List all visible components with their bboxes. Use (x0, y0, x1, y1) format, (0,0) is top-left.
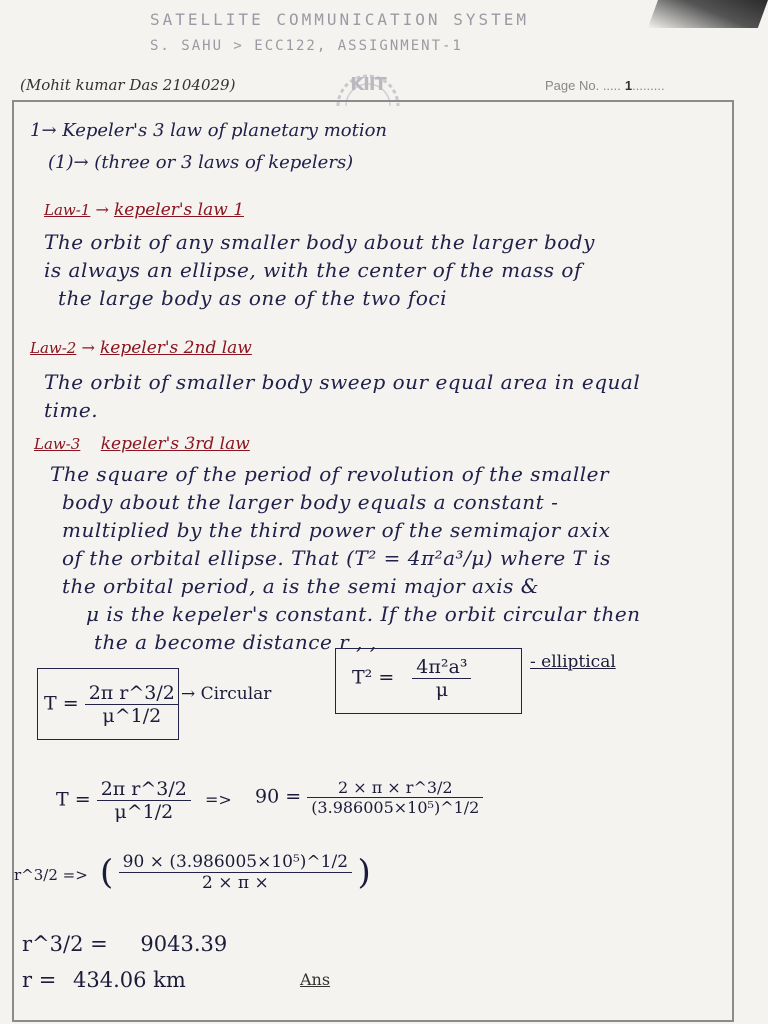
student-name: (Mohit kumar Das 2104029) (20, 76, 236, 94)
law1-text-1: The orbit of any smaller body about the larger body (44, 230, 595, 254)
calc-step-lhs: r^3/2 => (14, 866, 88, 884)
calc-eq1 (56, 778, 191, 823)
question-line-2: (1)→ (three or 3 laws of kepelers) (48, 152, 354, 173)
answer-mark: Ans (300, 970, 331, 989)
calc-step-numerator: 90 × (3.986005×10⁵)^1/2 (119, 852, 352, 873)
logo-text: KIIT (350, 74, 386, 95)
elliptical-numerator: 4π²a³ (412, 656, 471, 679)
calc-eq2 (255, 778, 483, 817)
result-r-label: r = (22, 968, 57, 992)
result-r (22, 968, 186, 992)
result-r32 (22, 932, 227, 956)
calc-eq2-lhs: 90 = (255, 785, 302, 808)
question-line-1: 1→ Kepeler's 3 law of planetary motion (30, 120, 388, 141)
law1-heading: Law-1 → kepeler's law 1 (44, 200, 245, 220)
page-number: Page No. ..... 1......... (545, 78, 665, 93)
law1-text-2: is always an ellipse, with the center of the mass of (44, 258, 582, 282)
circular-denominator: μ^1/2 (102, 705, 162, 727)
calc-eq2-denominator: (3.986005×10⁵)^1/2 (311, 798, 480, 817)
circular-formula (44, 682, 179, 727)
calc-eq2-numerator: 2 × π × r^3/2 (307, 778, 483, 798)
calc-eq1-numerator: 2π r^3/2 (97, 778, 191, 801)
law3-title: kepeler's 3rd law (100, 434, 250, 454)
elliptical-lhs: T² = (352, 666, 395, 689)
law3-heading (34, 434, 250, 454)
page-number-label: Page No. (545, 78, 600, 93)
law3-text-3: multiplied by the third power of the semimajor axix (62, 518, 611, 542)
circular-note: → Circular (181, 684, 272, 704)
circular-numerator: 2π r^3/2 (85, 682, 179, 705)
law3-text-4: of the orbital ellipse. That (T² = 4π²a³/μ) where T is (62, 546, 611, 570)
law3-text-6: μ is the kepeler's constant. If the orbit circular then (86, 602, 641, 626)
law1-text-3: the large body as one of the two foci (58, 286, 447, 310)
law1-label: Law-1 (44, 201, 91, 219)
course-line: S. SAHU > ECC122, ASSIGNMENT-1 (150, 38, 463, 54)
law3-label: Law-3 (34, 435, 81, 453)
elliptical-formula (352, 656, 471, 701)
elliptical-denominator: μ (435, 679, 449, 701)
law3-text-5: the orbital period, a is the semi major axis & (62, 574, 540, 598)
result-r-value: 434.06 km (73, 968, 186, 992)
law2-title: kepeler's 2nd law (99, 338, 252, 358)
law2-text-1: The orbit of smaller body sweep our equal area in equal (44, 370, 641, 394)
subject-heading: SATELLITE COMMUNICATION SYSTEM (150, 10, 529, 29)
implies-arrow: => (205, 790, 232, 809)
photo-edge-shadow (648, 0, 768, 28)
circular-lhs: T = (44, 692, 79, 715)
law2-text-2: time. (44, 398, 99, 422)
law2-label: Law-2 (30, 339, 77, 357)
law1-title: kepeler's law 1 (113, 200, 245, 220)
law3-text-7: the a become distance r , , (94, 630, 377, 654)
result-r32-label: r^3/2 = (22, 932, 108, 956)
result-r32-value: 9043.39 (140, 932, 228, 956)
calc-step: ( $\frac{\text{90 × (3.986005×10⁵)\textasciicircum{}1/2}}{2 \times \pi \times}$ ) (100, 852, 371, 893)
calc-eq1-lhs: T = (56, 788, 91, 811)
law2-heading: Law-2 → kepeler's 2nd law (30, 338, 252, 358)
law3-text-2: body about the larger body equals a constant - (62, 490, 559, 514)
page-number-value: 1 (624, 78, 633, 93)
law3-text-1: The square of the period of revolution of the smaller (50, 462, 610, 486)
calc-step-denominator: 2 × π × (202, 873, 269, 893)
calc-eq1-denominator: μ^1/2 (114, 801, 174, 823)
elliptical-note: - elliptical (530, 652, 616, 672)
